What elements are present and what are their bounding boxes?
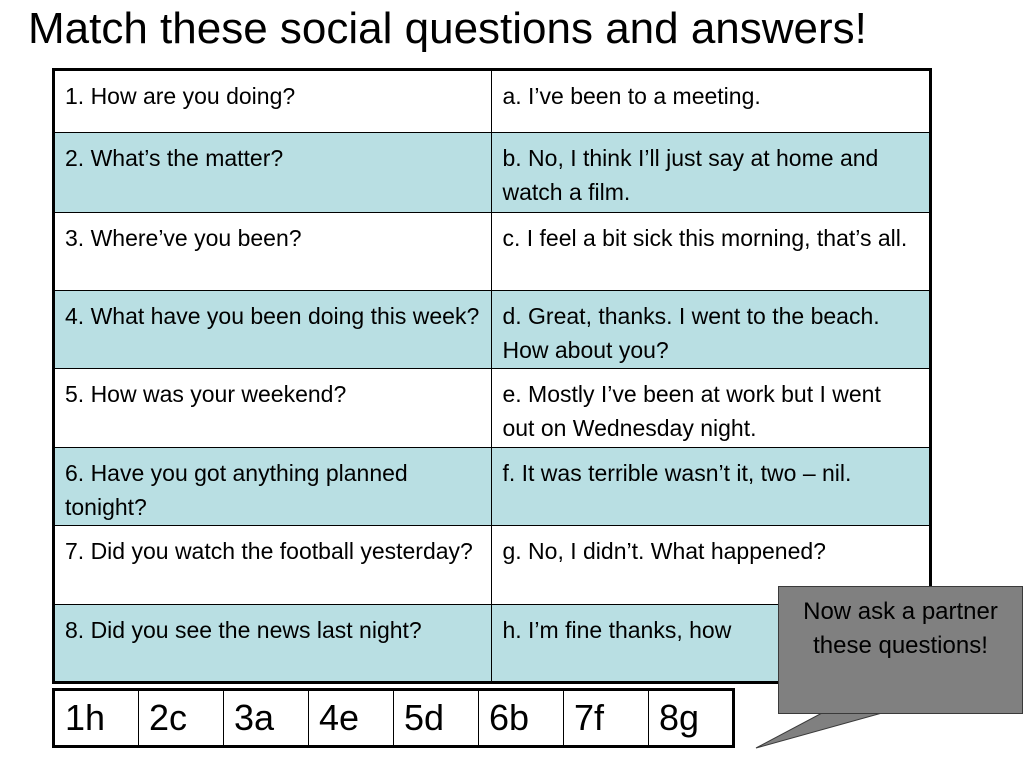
answer-key-cell: 4e [309, 690, 394, 747]
answer-key-cell: 3a [224, 690, 309, 747]
table-row [54, 369, 931, 448]
answer-cell: b. No, I think I’ll just say at home and watch a film. [492, 133, 931, 213]
callout-tail [756, 713, 882, 748]
answer-cell: a. I’ve been to a meeting. [492, 70, 931, 133]
answer-cell: d. Great, thanks. I went to the beach. How about you? [492, 291, 931, 369]
answer-key-cell: 5d [394, 690, 479, 747]
question-cell: 3. Where’ve you been? [54, 213, 492, 291]
callout-text: Now ask a partner these questions! [803, 598, 998, 659]
question-cell: 2. What’s the matter? [54, 133, 492, 213]
table-row [54, 291, 931, 369]
answer-key-cell: 1h [54, 690, 139, 747]
answer-cell: h. I’m fine thanks, how [492, 605, 931, 683]
question-cell: 5. How was your weekend? [54, 369, 492, 448]
question-cell: 6. Have you got anything planned tonight? [54, 448, 492, 526]
table-row [54, 70, 931, 133]
question-cell: 7. Did you watch the football yesterday? [54, 526, 492, 605]
question-cell: 4. What have you been doing this week? [54, 291, 492, 369]
answer-key-row [54, 690, 734, 747]
answer-cell: f. It was terrible wasn’t it, two – nil. [492, 448, 931, 526]
question-cell: 8. Did you see the news last night? [54, 605, 492, 683]
table-row [54, 133, 931, 213]
table-row [54, 213, 931, 291]
answer-cell: e. Mostly I’ve been at work but I went out on Wednesday night. [492, 369, 931, 448]
answer-key-table [52, 688, 735, 748]
table-row [54, 448, 931, 526]
answer-key-cell: 7f [564, 690, 649, 747]
answer-cell: c. I feel a bit sick this morning, that’s all. [492, 213, 931, 291]
answer-key-cell: 6b [479, 690, 564, 747]
answer-cell: g. No, I didn’t. What happened? [492, 526, 931, 605]
answer-key-cell: 8g [649, 690, 734, 747]
callout-box [778, 586, 1023, 714]
question-cell: 1. How are you doing? [54, 70, 492, 133]
page-title: Match these social questions and answers! [28, 4, 867, 53]
answer-key-cell: 2c [139, 690, 224, 747]
